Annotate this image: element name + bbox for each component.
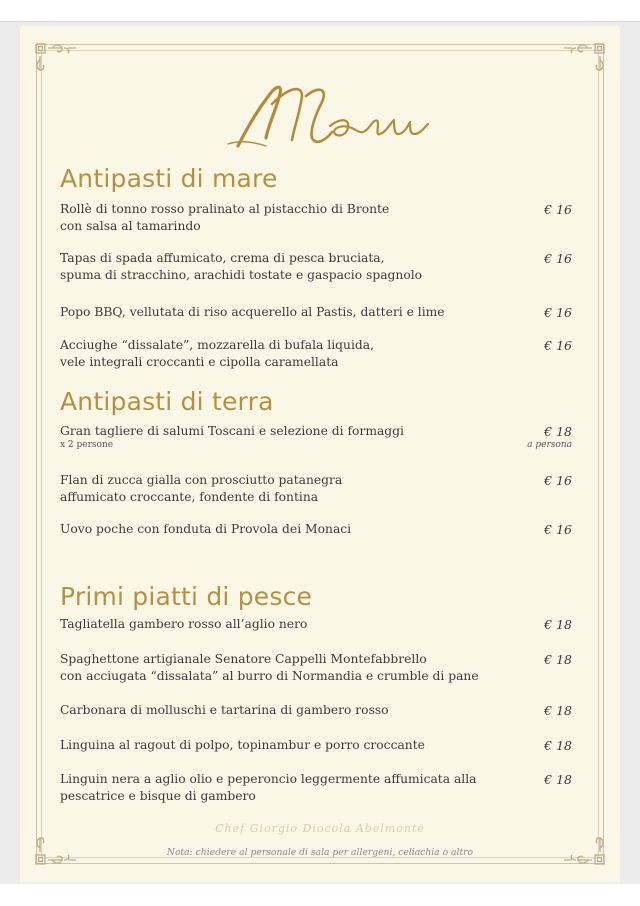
- item-description: Acciughe “dissalate”, mozzarella di bufala liquida,: [60, 338, 374, 352]
- menu-item: [60, 472, 572, 506]
- menu-item: [60, 521, 572, 538]
- item-portion: x 2 persone: [60, 440, 114, 450]
- menu-item: [60, 201, 572, 235]
- ornamental-corner-icon: [560, 40, 608, 76]
- allergen-note: Nota: chiedere al personale di sala per allergeni, celiachia o altro: [166, 847, 474, 858]
- ornamental-corner-icon: [560, 832, 608, 868]
- menu-item: [60, 250, 572, 284]
- item-description: Popo BBQ, vellutata di riso acquerello al Pastis, datteri e lime: [60, 305, 445, 319]
- item-price: € 18: [544, 652, 572, 667]
- item-price: € 18: [544, 703, 572, 718]
- menu-page: [20, 26, 620, 882]
- browser-top-bar: [0, 0, 640, 22]
- section-antipasti-mare: [60, 164, 278, 194]
- item-price: € 16: [544, 522, 572, 537]
- item-description: Tapas di spada affumicato, crema di pesca bruciata,: [60, 251, 385, 265]
- item-description: Flan di zucca gialla con prosciutto patanegra: [60, 473, 343, 487]
- menu-item: [60, 771, 572, 805]
- ornamental-corner-icon: [32, 832, 80, 868]
- menu-item: [60, 737, 572, 754]
- ornamental-corner-icon: [32, 40, 80, 76]
- menu-title: [210, 74, 440, 154]
- item-description: affumicato croccante, fondente di fontina: [60, 490, 319, 504]
- item-description: con acciugata “dissalata” al burro di Normandia e crumble di pane: [60, 669, 479, 683]
- item-price: € 18: [544, 424, 572, 439]
- item-price: € 16: [544, 305, 572, 320]
- section-primi-pesce: [60, 582, 312, 612]
- item-description: Tagliatella gambero rosso all’aglio nero: [60, 617, 308, 631]
- item-description: spuma di stracchino, arachidi tostate e gaspacio spagnolo: [60, 268, 423, 282]
- item-description: con salsa al tamarindo: [60, 219, 201, 233]
- item-price: € 18: [544, 617, 572, 632]
- item-description: Spaghettone artigianale Senatore Cappelli Montefabbrello: [60, 652, 427, 666]
- item-price: € 16: [544, 202, 572, 217]
- item-price-unit: a persona: [527, 440, 572, 450]
- item-description: Carbonara di molluschi e tartarina di gambero rosso: [60, 703, 389, 717]
- section-title: Primi piatti di pesce: [60, 582, 313, 611]
- menu-item: [60, 423, 572, 451]
- menu-item: [60, 337, 572, 371]
- item-price: € 18: [544, 772, 572, 787]
- item-description: Uovo poche con fonduta di Provola dei Monaci: [60, 522, 352, 536]
- section-title: Antipasti di terra: [60, 387, 274, 416]
- section-antipasti-terra: [60, 387, 274, 417]
- item-price: € 16: [544, 338, 572, 353]
- item-description: vele integrali croccanti e cipolla caramellata: [60, 355, 339, 369]
- item-description: Linguin nera a aglio olio e peperoncio leggermente affumicata alla: [60, 772, 477, 786]
- item-description: pescatrice e bisque di gambero: [60, 789, 256, 803]
- item-description: Gran tagliere di salumi Toscani e selezione di formaggi: [60, 424, 404, 438]
- item-description: Rollè di tonno rosso pralinato al pistacchio di Bronte: [60, 202, 390, 216]
- menu-item: [60, 304, 572, 321]
- section-title: Antipasti di mare: [60, 164, 278, 193]
- item-price: € 16: [544, 251, 572, 266]
- menu-item: [60, 702, 572, 719]
- item-price: € 16: [544, 473, 572, 488]
- chef-signature: Chef Giorgio Diocola Abelmonte: [215, 822, 425, 835]
- item-price: € 18: [544, 738, 572, 753]
- menu-item: [60, 651, 572, 685]
- menu-item: [60, 616, 572, 633]
- browser-bottom-bar: [0, 884, 640, 906]
- item-description: Linguina al ragout di polpo, topinambur e porro croccante: [60, 738, 425, 752]
